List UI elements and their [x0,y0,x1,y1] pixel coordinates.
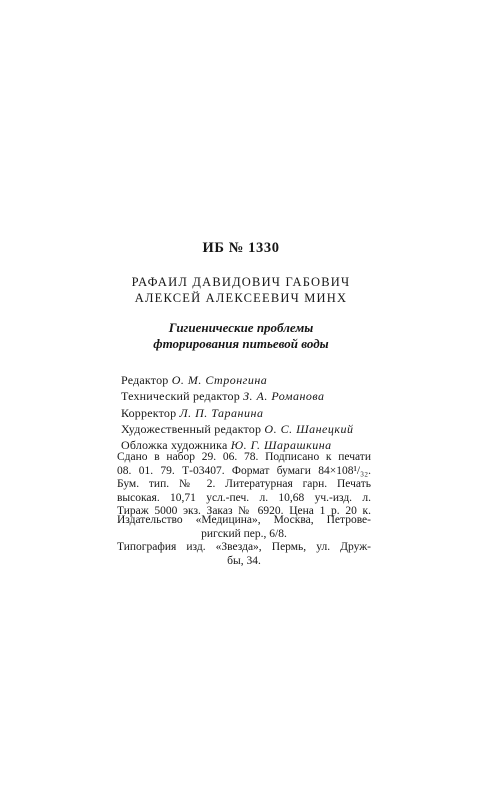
credit-person: Ю. Г. Шарашкина [230,438,332,453]
record-id: ИБ № 1330 [202,240,280,256]
print-details-line: Тираж 5000 экз. Заказ № 6920. Цена 1 р. 20 к. [117,505,371,518]
credit-art-editor [121,421,371,437]
print-details-line: 08. 01. 79. Т-03407. Формат бумаги 84×108¹/₃₂. [117,464,371,477]
print-details [117,451,371,519]
credits-block [121,372,371,453]
typography-details [117,541,371,568]
author-name: АЛЕКСЕЙ АЛЕКСЕЕВИЧ МИНХ [134,291,348,305]
credit-role: Обложка художника [121,438,228,453]
book-title-line: фторирования питьевой воды [153,336,329,351]
print-details-line: Сдано в набор 29. 06. 78. Подписано к печати [117,451,371,463]
typography-line: Типография изд. «Звезда», Пермь, ул. Друж- [117,541,371,553]
credit-role: Художественный редактор [121,421,262,436]
author-name: РАФАИЛ ДАВИДОВИЧ ГАБОВИЧ [131,275,351,289]
credit-editor [121,372,371,388]
publisher-line: ригский пер., 6/8. [201,527,287,540]
print-details-line: высокая. 10,71 усл.-печ. л. 10,68 уч.-изд. л. [117,491,371,504]
credit-person: З. А. Романова [243,389,325,404]
credit-technical-editor [121,388,371,404]
publisher-details [117,514,371,541]
book-title-line: Гигиенические проблемы [168,320,314,335]
credit-person: Л. П. Таранина [179,405,264,420]
credit-proofreader [121,405,371,421]
credit-role: Технический редактор [121,389,240,404]
print-details-line: Бум. тип. № 2. Литературная гарн. Печать [117,478,371,491]
credit-person: О. С. Шанецкий [264,421,354,436]
credit-role: Корректор [121,405,177,420]
publisher-line: Издательство «Медицина», Москва, Петрове- [117,514,371,526]
credit-person: О. М. Стронгина [171,373,268,387]
credit-role: Редактор [121,373,169,387]
typography-line: бы, 34. [227,554,261,567]
